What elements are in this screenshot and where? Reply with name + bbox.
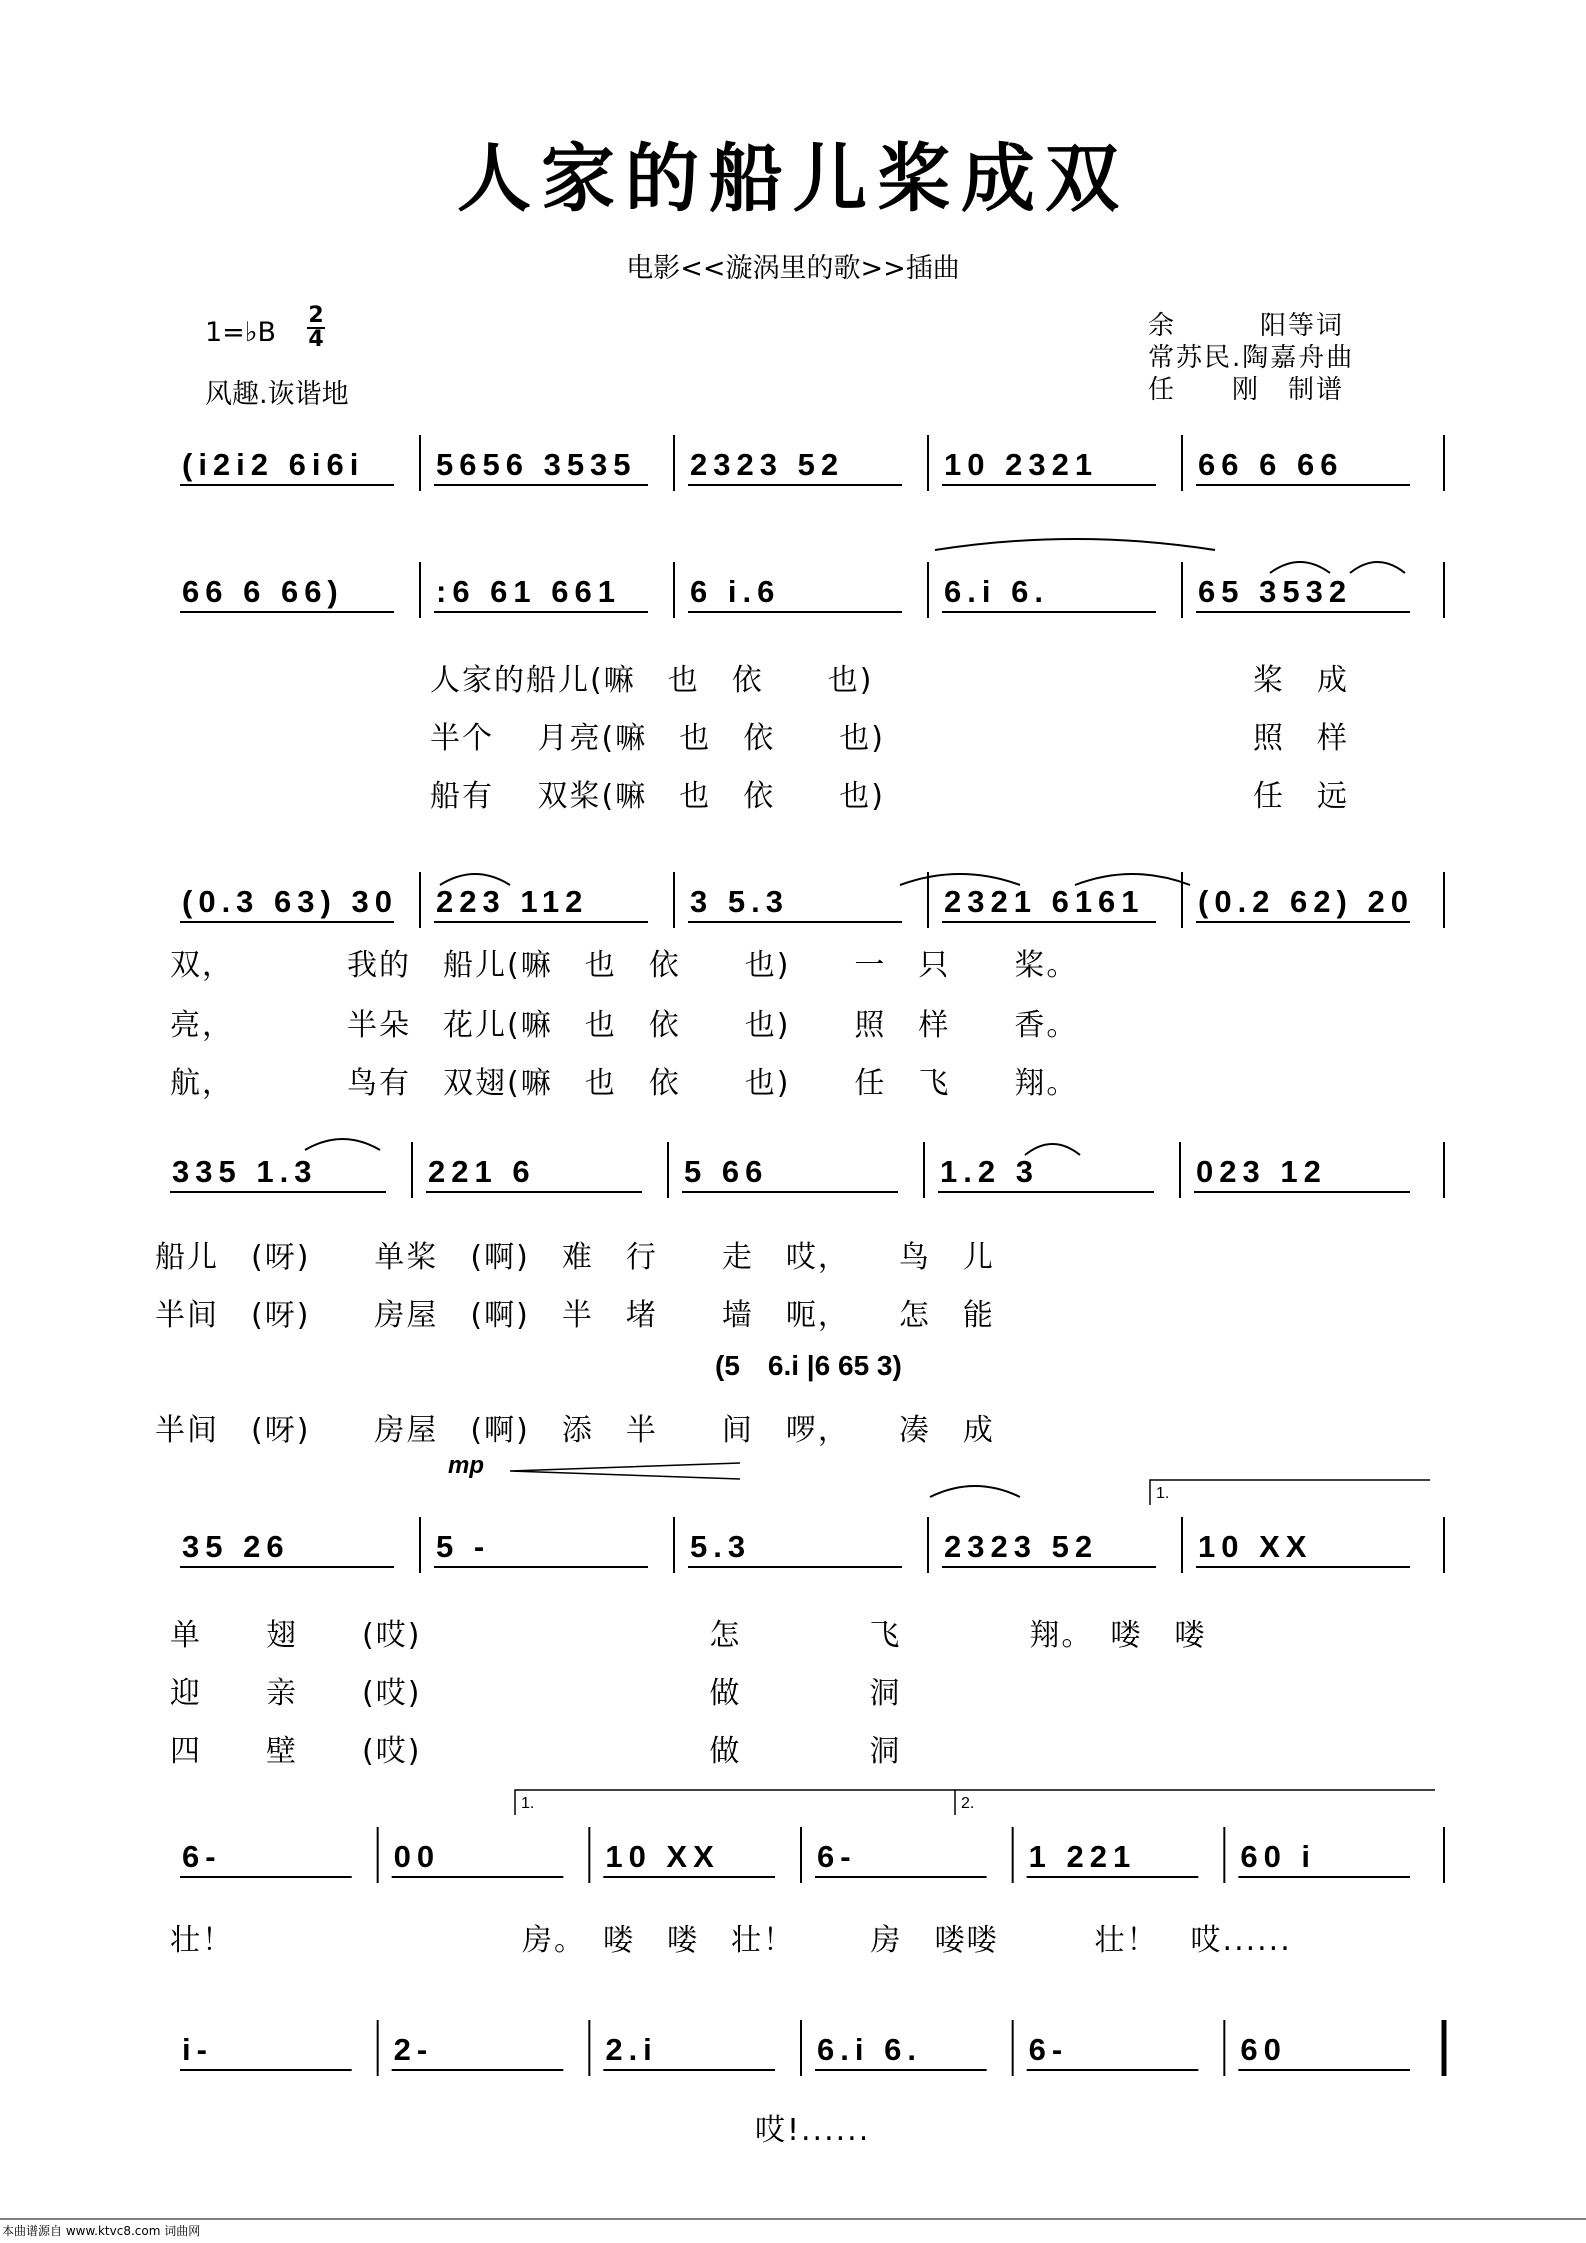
measure-notes: 223 112 bbox=[436, 884, 589, 919]
crescendo-hairpin bbox=[510, 1463, 740, 1479]
measure-notes: i- bbox=[182, 2032, 213, 2067]
volta-bracket bbox=[1150, 1480, 1430, 1505]
lyric-line: 桨 成 bbox=[1253, 663, 1349, 698]
measure-notes: 3 5.3 bbox=[690, 884, 789, 919]
slur-arc bbox=[305, 1139, 380, 1150]
measure-notes: 6.i 6. bbox=[817, 2032, 922, 2067]
lyric-line: 任 远 bbox=[1253, 779, 1349, 814]
measure-notes: 65 3532 bbox=[1198, 574, 1353, 609]
lyric-line: 哎!...... bbox=[755, 2113, 871, 2148]
measure-notes: (0.3 63) 30 bbox=[182, 884, 398, 919]
lyric-line: 半间 (呀) 房屋 (啊) 半 堵 墙 呃， 怎 能 bbox=[155, 1298, 995, 1333]
measure-notes: 5 - bbox=[436, 1529, 491, 1564]
measure-notes: 10 2321 bbox=[944, 447, 1099, 482]
volta-label: 2. bbox=[961, 1795, 975, 1812]
volta-bracket bbox=[955, 1790, 1435, 1815]
lyric-line: 单 翅 (哎) 怎 飞 翔。 喽 喽 bbox=[170, 1618, 1207, 1653]
slur-arc bbox=[1270, 562, 1330, 573]
measure-notes: (i2i2 6i6i bbox=[182, 447, 365, 482]
measure-notes: 10 XX bbox=[1198, 1529, 1313, 1564]
measure-notes: 6- bbox=[817, 1839, 857, 1874]
lyric-line: 照 样 bbox=[1253, 721, 1349, 756]
lyric-line: 船有 双桨(嘛 也 依 也) bbox=[430, 779, 885, 814]
measure-notes: 6- bbox=[182, 1839, 222, 1874]
song-subtitle: 电影<<漩涡里的歌>>插曲 bbox=[626, 253, 960, 284]
measure-notes: 35 26 bbox=[182, 1529, 290, 1564]
measure-notes: 6.i 6. bbox=[944, 574, 1049, 609]
lyric-line: 壮！ 房。 喽 喽 壮！ 房 喽喽 壮！ 哎...... bbox=[170, 1923, 1292, 1958]
measure-notes: 1 221 bbox=[1028, 1839, 1137, 1874]
measure-notes: (0.2 62) 20 bbox=[1198, 884, 1414, 919]
measure-notes: 5 66 bbox=[684, 1154, 769, 1189]
measure-notes: 221 6 bbox=[428, 1154, 536, 1189]
measure-notes: 60 i bbox=[1240, 1839, 1317, 1874]
measure-notes: 1.2 3 bbox=[940, 1154, 1039, 1189]
measure-notes: 2321 6161 bbox=[944, 884, 1145, 919]
measure-notes: :6 61 661 bbox=[436, 574, 621, 609]
measure-notes: 335 1.3 bbox=[172, 1154, 318, 1189]
measure-notes: 60 bbox=[1240, 2032, 1287, 2067]
measure-notes: 10 XX bbox=[605, 1839, 720, 1874]
lyric-line: 人家的船儿(嘛 也 依 也) bbox=[430, 663, 874, 698]
key-signature: 1=♭B bbox=[205, 317, 277, 348]
measure-notes: 2323 52 bbox=[944, 1529, 1099, 1564]
measure-notes: 66 6 66) bbox=[182, 574, 344, 609]
measure-notes: 5.3 bbox=[690, 1529, 752, 1564]
volta-label: 1. bbox=[1156, 1485, 1170, 1502]
lyric-line: 半个 月亮(嘛 也 依 也) bbox=[430, 721, 885, 756]
time-top: 2 bbox=[308, 303, 324, 328]
volta-label: 1. bbox=[521, 1795, 535, 1812]
lyric-line: 双， 我的 船儿(嘛 也 依 也) 一 只 桨。 bbox=[170, 948, 1079, 983]
measure-notes: 2- bbox=[393, 2032, 434, 2067]
credit-composer: 常苏民.陶嘉舟曲 bbox=[1148, 343, 1355, 373]
song-title: 人家的船儿桨成双 bbox=[457, 136, 1129, 222]
slur-arc bbox=[930, 1486, 1020, 1497]
measure-notes: 2323 52 bbox=[690, 447, 845, 482]
lyric-line: 半间 (呀) 房屋 (啊) 添 半 间 啰， 凑 成 bbox=[155, 1413, 995, 1448]
footer-source: 本曲谱源自 www.ktvc8.com 词曲网 bbox=[2, 2224, 201, 2238]
measure-notes: 6 i.6 bbox=[690, 574, 781, 609]
lyric-line: 亮， 半朵 花儿(嘛 也 依 也) 照 样 香。 bbox=[170, 1008, 1079, 1043]
volta-bracket bbox=[515, 1790, 955, 1815]
measure-notes: 6- bbox=[1028, 2032, 1069, 2067]
lyric-line: 四 壁 (哎) 做 洞 bbox=[170, 1734, 902, 1769]
measure-notes: 66 6 66 bbox=[1198, 447, 1344, 482]
measure-notes: 2.i bbox=[605, 2032, 658, 2067]
measure-notes: 5656 3535 bbox=[436, 447, 637, 482]
interlude-notes: (5 6.i |6 65 3) bbox=[715, 1350, 902, 1381]
credit-transcriber: 任 刚 制谱 bbox=[1148, 375, 1345, 405]
slur-arc bbox=[935, 539, 1215, 550]
time-bottom: 4 bbox=[308, 327, 324, 352]
lyric-line: 船儿 (呀) 单桨 (啊) 难 行 走 哎， 鸟 儿 bbox=[155, 1240, 995, 1275]
measure-notes: 00 bbox=[393, 1839, 441, 1874]
lyric-line: 迎 亲 (哎) 做 洞 bbox=[170, 1676, 902, 1711]
lyric-line: 航， 鸟有 双翅(嘛 也 依 也) 任 飞 翔。 bbox=[170, 1066, 1079, 1101]
measure-notes: 023 12 bbox=[1196, 1154, 1327, 1189]
expression-marking: 风趣.诙谐地 bbox=[205, 379, 349, 410]
slur-arc bbox=[1350, 562, 1405, 573]
credit-lyricist: 余 阳等词 bbox=[1148, 311, 1345, 341]
dynamics-mark: mp bbox=[448, 1452, 484, 1479]
